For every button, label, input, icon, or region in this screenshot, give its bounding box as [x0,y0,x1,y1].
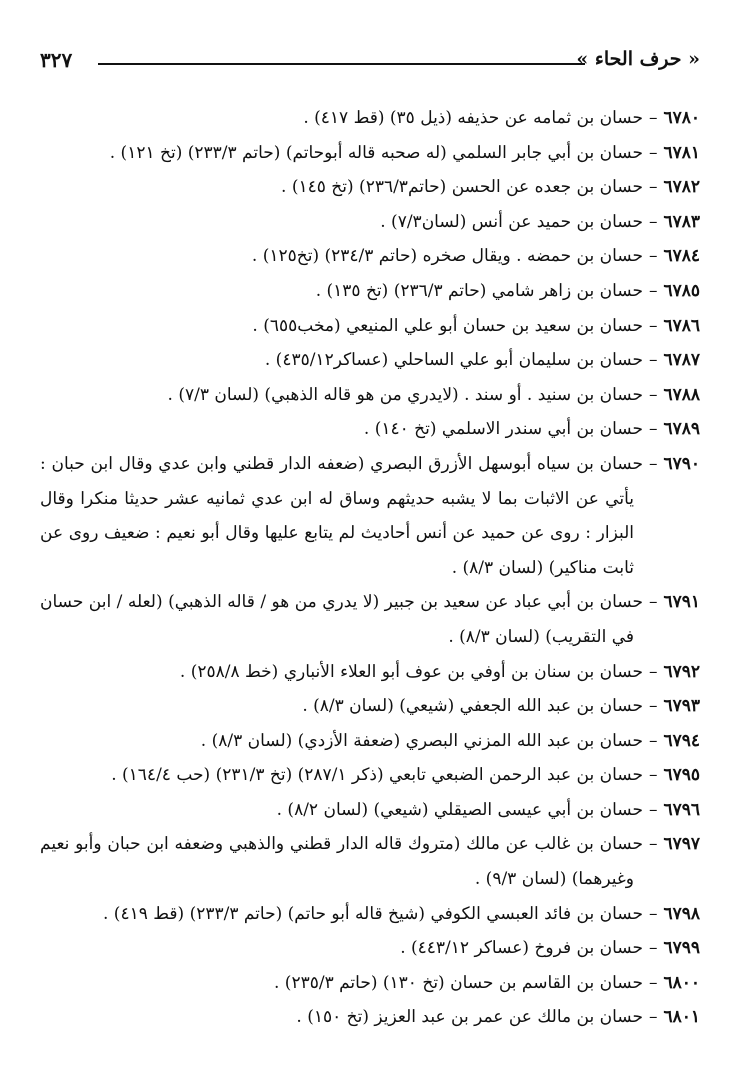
entry-number: ٦٧٨٤ [663,246,700,267]
entry-text: حسان بن حميد عن أنس (لسان٧/٣) . [380,211,643,232]
entry-text: حسان بن سليمان أبو علي الساحلي (عساكر٤٣٥/١٢) . [264,350,643,371]
entry-separator: – [648,142,658,163]
entry-text: حسان بن أبي سندر الاسلمي (تخ ١٤٠) . [363,419,643,440]
entry-text: حسان بن سنان بن أوفي بن عوف أبو العلاء الأنباري (خط ٢٥٨/٨) . [179,661,643,682]
entry-number: ٦٧٩٦ [663,799,700,820]
page-number: ٣٢٧ [40,48,73,72]
entry-item [40,793,700,828]
entry-text: حسان بن أبي عيسى الصيقلي (شيعي) (لسان ٨/٢) . [276,799,643,820]
entry-text: حسان بن أبي عباد عن سعيد بن جبير (لا يدري من هو / قاله الذهبي) (لعله / ابن حسان في التقريب) (لسان ٨/٣) . [40,592,643,647]
entry-number: ٦٧٩٢ [663,661,700,682]
entry-separator: – [648,834,658,855]
entry-separator: – [648,246,658,267]
entry-number: ٦٧٩٣ [663,696,700,717]
entry-text: حسان بن عبد الله الجعفي (شيعي) (لسان ٨/٣) . [302,696,643,717]
entry-separator: – [648,696,658,717]
entry-number: ٦٧٨١ [663,142,700,163]
entry-separator: – [648,730,658,751]
page-header [40,46,700,76]
entry-item [40,239,700,274]
entry-item [40,931,700,966]
entry-separator: – [648,108,658,128]
entry-number: ٦٧٩٩ [663,938,700,959]
entry-text: حسان بن فائد العبسي الكوفي (شيخ قاله أبو حاتم) (حاتم ٢٣٣/٣) (قط ٤١٩) . [103,903,643,924]
header-rule [98,63,585,65]
entry-number: ٦٧٨٣ [663,211,700,232]
entry-text: حسان بن ثمامه عن حذيفه (ذيل ٣٥) (قط ٤١٧) . [303,108,643,128]
entry-item [40,170,700,205]
entry-separator: – [648,211,658,232]
entry-item [40,689,700,724]
entry-item [40,101,700,136]
entry-separator: – [648,938,658,959]
entry-separator: – [648,350,658,371]
entry-separator: – [648,453,658,474]
entry-text: حسان بن جعده عن الحسن (حاتم٢٣٦/٣) (تخ ١٤٥) . [281,177,643,198]
entry-item [40,758,700,793]
entry-text: حسان بن زاهر شامي (حاتم ٢٣٦/٣) (تخ ١٣٥) . [315,280,643,301]
entry-number: ٦٧٩٤ [663,730,700,751]
entry-text: حسان بن القاسم بن حسان (تخ ١٣٠) (حاتم ٢٣٥/٣) . [274,972,643,993]
entry-number: ٦٧٩٠ [663,453,700,474]
entry-number: ٦٧٨٥ [663,280,700,301]
entry-separator: – [648,419,658,440]
chapter-title: « حرف الحاء » [576,48,700,70]
entry-number: ٦٨٠٠ [663,972,700,993]
entry-text: حسان بن سعيد بن حسان أبو علي المنيعي (مخب٦٥٥) . [252,315,643,336]
entry-item [40,274,700,309]
entry-text: حسان بن مالك عن عمر بن عبد العزيز (تخ ١٥٠) . [296,1007,643,1028]
entry-text: حسان بن حمضه . ويقال صخره (حاتم ٢٣٤/٣) (تخ١٢٥) . [251,246,643,267]
entry-text: حسان بن فروخ (عساكر ٤٤٣/١٢) . [400,938,643,959]
entry-item [40,447,700,585]
entry-item [40,412,700,447]
entry-separator: – [648,661,658,682]
entry-item [40,136,700,171]
entry-separator: – [648,280,658,301]
entry-separator: – [648,1007,658,1028]
entry-item [40,205,700,240]
entry-separator: – [648,799,658,820]
entry-item [40,343,700,378]
entry-separator: – [648,903,658,924]
entry-item [40,309,700,344]
entry-item [40,585,700,654]
entry-number: ٦٧٩٧ [663,834,700,855]
entry-separator: – [648,315,658,336]
entry-item [40,966,700,1001]
entry-item [40,897,700,932]
entry-number: ٦٧٨٧ [663,350,700,371]
entry-number: ٦٧٨٠ [663,108,700,128]
entry-number: ٦٧٨٢ [663,177,700,198]
entry-text: حسان بن عبد الله المزني البصري (ضعفة الأزدي) (لسان ٨/٣) . [200,730,643,751]
entry-number: ٦٧٩٥ [663,765,700,786]
entry-item [40,655,700,690]
entry-separator: – [648,177,658,198]
entry-separator: – [648,972,658,993]
entry-list [40,101,700,1035]
entry-text: حسان بن غالب عن مالك (متروك قاله الدار قطني والذهبي وضعفه ابن حبان وأبو نعيم وغيرهما) (لسان ٩/٣) . [40,834,643,890]
entry-number: ٦٨٠١ [663,1007,700,1028]
entry-number: ٦٧٩١ [663,592,700,613]
entry-item [40,378,700,413]
entry-number: ٦٧٩٨ [663,903,700,924]
entry-text: حسان بن أبي جابر السلمي (له صحبه قاله أبوحاتم) (حاتم ٢٣٣/٣) (تخ ١٢١) . [109,142,643,163]
entry-text: حسان بن سنيد . أو سند . (لايدري من هو قاله الذهبي) (لسان ٧/٣) . [167,384,643,405]
entry-separator: – [648,384,658,405]
entry-item [40,1000,700,1035]
entry-separator: – [648,765,658,786]
entry-text: حسان بن عبد الرحمن الضبعي تابعي (ذكر ٢٨٧/١) (تخ ٢٣١/٣) (حب ١٦٤/٤) . [111,765,643,786]
entry-number: ٦٧٨٩ [663,419,700,440]
entry-number: ٦٧٨٦ [663,315,700,336]
entry-separator: – [648,592,658,613]
entry-item [40,724,700,759]
entry-text: حسان بن سياه أبوسهل الأزرق البصري (ضعفه الدار قطني وابن عدي وقال ابن حبان : يأتي عن الاثبات بما لا يشبه حديثهم وساق له ابن عدي ثمانيه عشر حديثا منكرا وقال البزار : روى عن حميد عن أنس أحاديث لم يتابع عليها وقال أبو نعيم : ضعيف روى عن ثابت مناكير) (لسان ٨/٣) . [40,453,643,578]
entry-number: ٦٧٨٨ [663,384,700,405]
entry-item [40,827,700,896]
